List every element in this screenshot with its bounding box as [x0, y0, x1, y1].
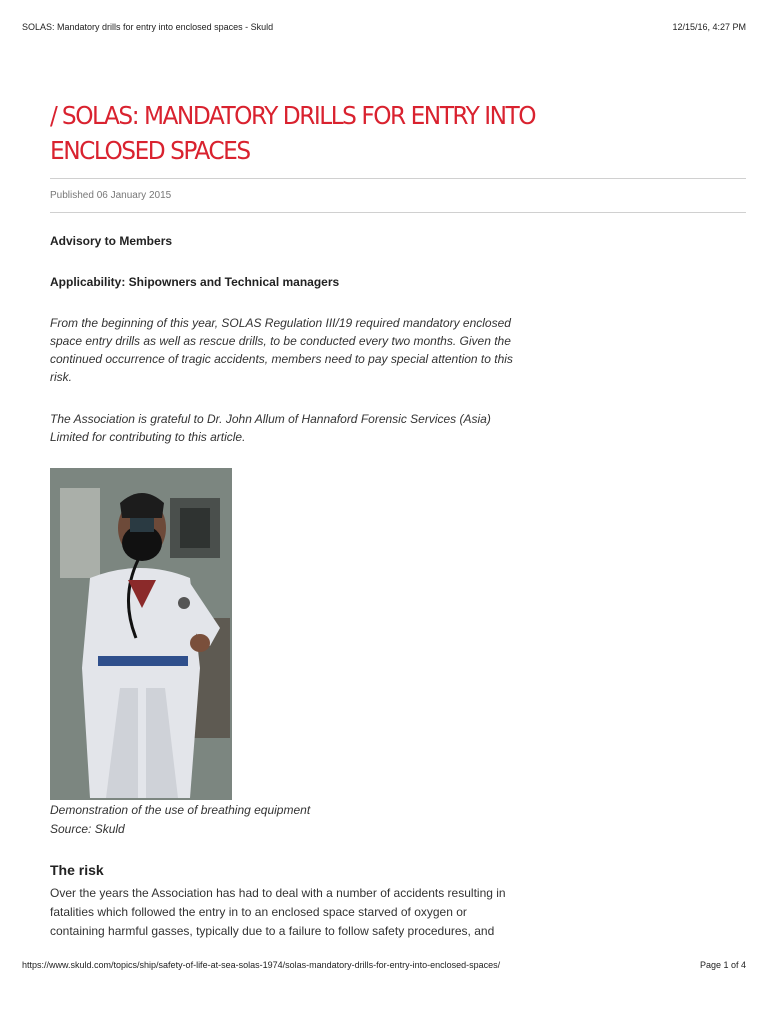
thanks-paragraph: The Association is grateful to Dr. John Allum of Hannaford Forensic Services (Asia) Limited for contributing to this article.: [50, 412, 491, 444]
print-url: https://www.skuld.com/topics/ship/safety-of-life-at-sea-solas-1974/solas-mandatory-drills-for-entry-into-enclosed-spaces/: [22, 960, 501, 970]
applicability-label: Applicability: Shipowners and Technical managers: [50, 275, 340, 289]
print-page-number: Page 1 of 4: [699, 960, 746, 970]
print-header: [22, 22, 746, 32]
print-doc-title: SOLAS: Mandatory drills for entry into enclosed spaces - Skuld: [22, 22, 274, 32]
title-line-2: ENCLOSED SPACES: [50, 136, 250, 165]
title-slash: /: [50, 101, 57, 130]
intro-paragraph: From the beginning of this year, SOLAS Regulation III/19 required mandatory enclosed space entry drills as well as rescue drills, to be conducted every two months. Given the continued occurrence of tragic accidents, members need to pay special attention to this risk.: [50, 316, 513, 384]
title-line-1: SOLAS: MANDATORY DRILLS FOR ENTRY INTO: [61, 101, 536, 130]
risk-paragraph: Over the years the Association has had to deal with a number of accidents resulting in fatalities which followed the entry in to an enclosed space starved of oxygen or containing harmful gasses, typically due to a failure to follow safety procedures, and: [50, 886, 506, 938]
top-divider: [50, 178, 746, 179]
advisory-label: Advisory to Members: [50, 234, 173, 248]
photo-caption: [50, 801, 310, 839]
breathing-equipment-photo: [50, 468, 232, 800]
caption-text: Demonstration of the use of breathing equipment: [50, 803, 311, 817]
print-datetime: 12/15/16, 4:27 PM: [672, 22, 746, 32]
photo-illustration: [50, 468, 232, 800]
published-date: Published 06 January 2015: [50, 190, 172, 201]
print-footer: [22, 960, 746, 970]
risk-heading: The risk: [50, 862, 104, 878]
bottom-divider: [50, 212, 746, 213]
caption-source: Source: Skuld: [50, 822, 125, 836]
article-title: [50, 98, 571, 168]
